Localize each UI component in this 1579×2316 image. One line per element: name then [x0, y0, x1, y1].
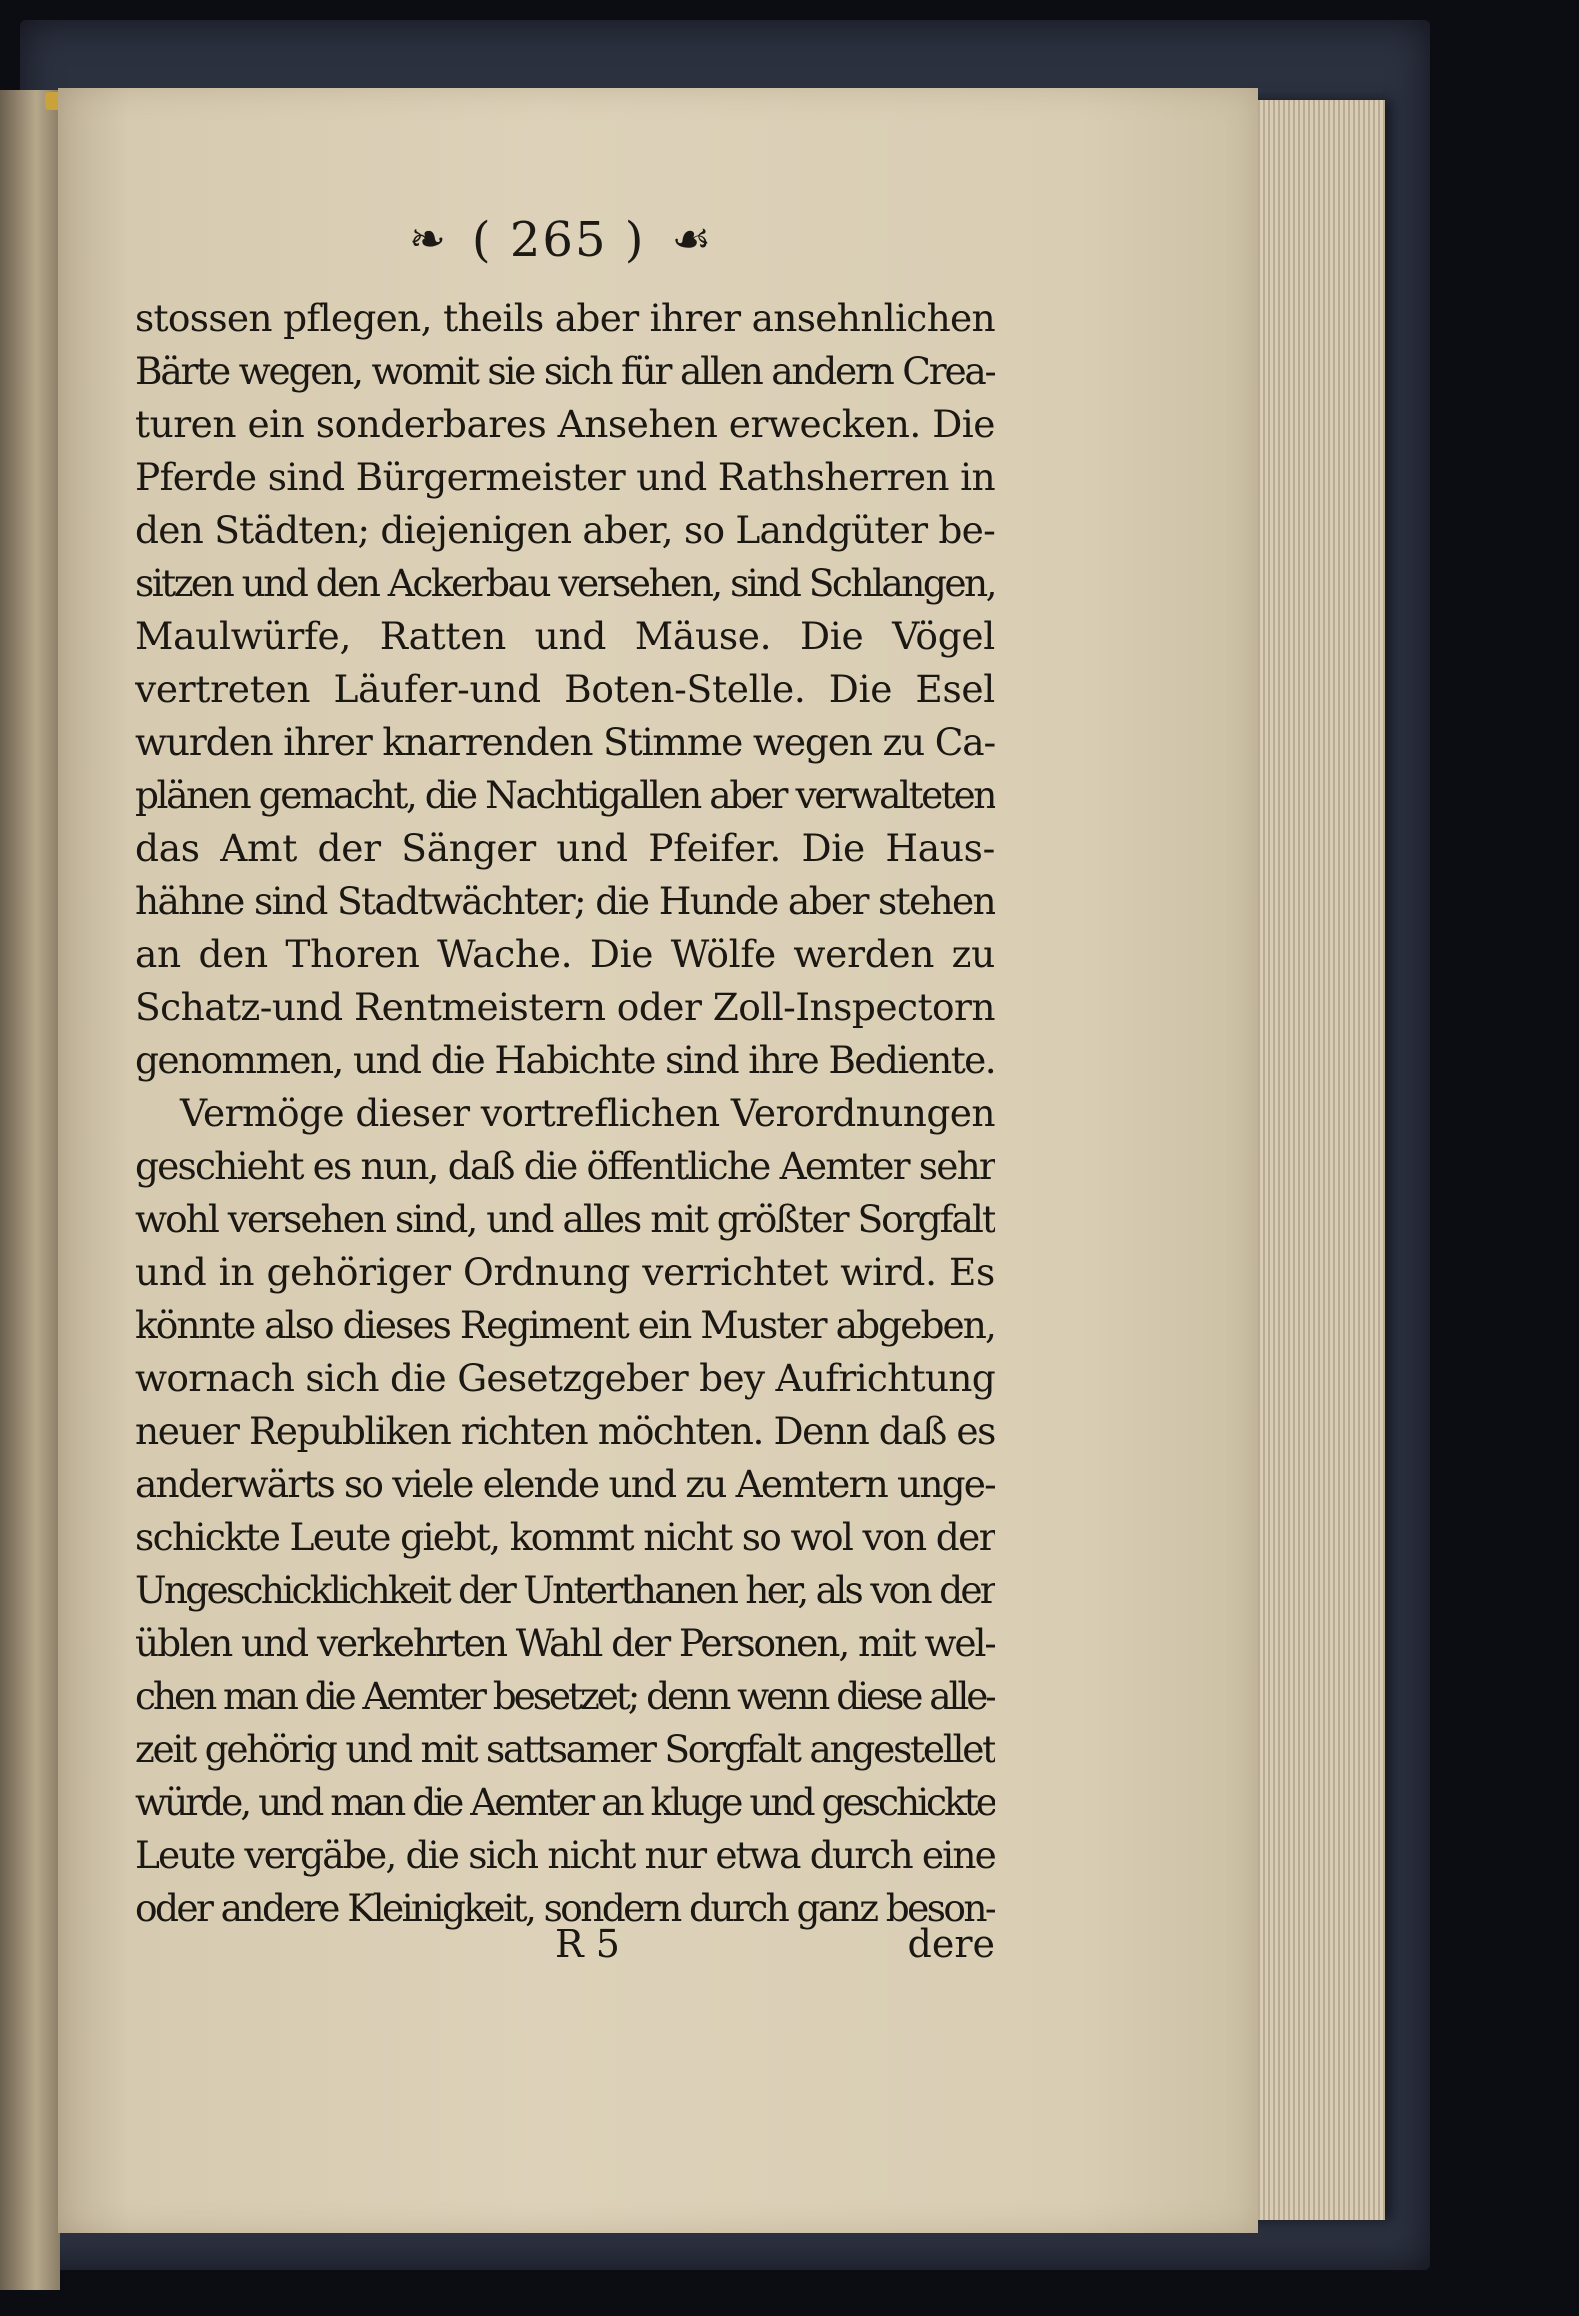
text-line: anderwärts so viele elende und zu Aemtern unge-: [135, 1462, 995, 1506]
left-ornament-icon: ❧: [409, 214, 446, 265]
text-line: wohl versehen sind, und alles mit größter Sorgfalt: [135, 1197, 995, 1241]
text-line: genommen, und die Habichte sind ihre Bediente.: [135, 1038, 995, 1082]
body-text: [135, 292, 995, 1935]
text-line: Schatz-und Rentmeistern oder Zoll-Inspectorn: [135, 985, 995, 1029]
text-line: hähne sind Stadtwächter; die Hunde aber stehen: [135, 879, 995, 923]
text-line: schickte Leute giebt, kommt nicht so wol von der: [135, 1515, 995, 1559]
text-line: sitzen und den Ackerbau versehen, sind Schlangen,: [135, 561, 995, 605]
text-line: das Amt der Sänger und Pfeifer. Die Haus-: [135, 826, 995, 870]
text-line: üblen und verkehrten Wahl der Personen, mit wel-: [135, 1621, 995, 1665]
text-line: turen ein sonderbares Ansehen erwecken. Die: [135, 402, 995, 446]
right-ornament-icon: ☙: [671, 214, 711, 265]
text-line: wurden ihrer knarrenden Stimme wegen zu Ca-: [135, 720, 995, 764]
text-line: an den Thoren Wache. Die Wölfe werden zu: [135, 932, 995, 976]
text-line: Vermöge dieser vortreflichen Verordnungen: [180, 1091, 995, 1135]
text-line: und in gehöriger Ordnung verrichtet wird. Es: [135, 1250, 995, 1294]
signature-mark: R 5: [555, 1922, 620, 1966]
text-line: zeit gehörig und mit sattsamer Sorgfalt angestellet: [135, 1727, 995, 1771]
text-line: vertreten Läufer-und Boten-Stelle. Die Esel: [135, 667, 995, 711]
text-line: Maulwürfe, Ratten und Mäuse. Die Vögel: [135, 614, 995, 658]
page-footer: [135, 1922, 995, 1982]
text-line: Ungeschicklichkeit der Unterthanen her, als von der: [135, 1568, 995, 1612]
text-line: den Städten; diejenigen aber, so Landgüter be-: [135, 508, 995, 552]
text-line: oder andere Kleinigkeit, sondern durch ganz beson-: [135, 1886, 995, 1930]
text-line: Leute vergäbe, die sich nicht nur etwa durch eine: [135, 1833, 995, 1877]
text-line: plänen gemacht, die Nachtigallen aber verwalteten: [135, 773, 995, 817]
text-line: geschieht es nun, daß die öffentliche Aemter sehr: [135, 1144, 995, 1188]
text-line: würde, und man die Aemter an kluge und geschickte: [135, 1780, 995, 1824]
catchword: dere: [907, 1922, 995, 1966]
text-line: chen man die Aemter besetzet; denn wenn diese alle-: [135, 1674, 995, 1718]
page-number: ( 265 ): [471, 212, 646, 268]
text-line: wornach sich die Gesetzgeber bey Aufrichtung: [135, 1356, 995, 1400]
text-line: Bärte wegen, womit sie sich für allen andern Crea-: [135, 349, 995, 393]
text-line: neuer Republiken richten möchten. Denn daß es: [135, 1409, 995, 1453]
text-line: Pferde sind Bürgermeister und Rathsherren in: [135, 455, 995, 499]
text-line: könnte also dieses Regiment ein Muster abgeben,: [135, 1303, 995, 1347]
text-line: stossen pflegen, theils aber ihrer ansehnlichen: [135, 296, 995, 340]
page-header: [300, 205, 820, 275]
facing-page-edge: [0, 90, 60, 2290]
